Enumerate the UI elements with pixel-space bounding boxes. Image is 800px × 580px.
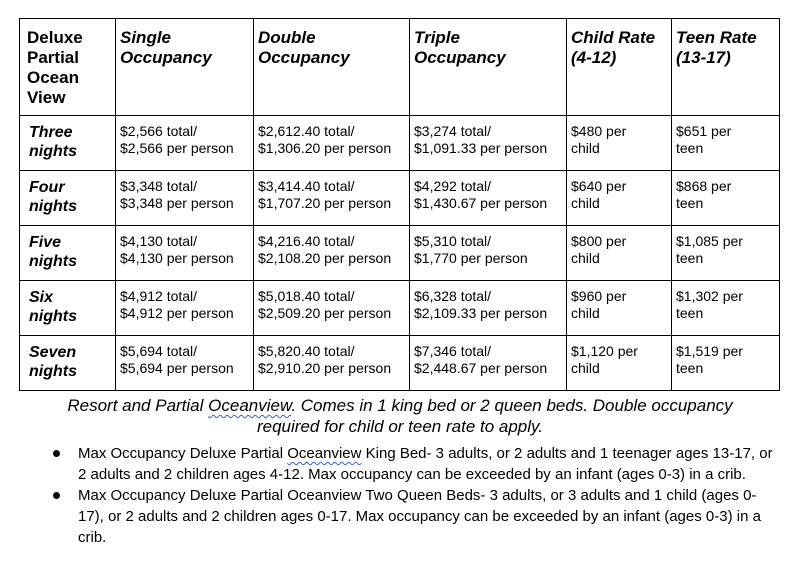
column-header-line: Occupancy [258, 48, 350, 67]
table-cell-line: $2,566 total/ [120, 123, 198, 139]
table-cell [116, 116, 254, 171]
bullet-dot-icon [53, 492, 60, 499]
table-cell-line: $7,346 total/ [414, 343, 492, 359]
table-cell [567, 281, 672, 336]
column-header-line: Single [120, 28, 172, 47]
table-cell-line: child [571, 360, 600, 376]
row-label-line: nights [29, 143, 77, 160]
table-cell-line: $960 per [571, 288, 627, 304]
table-cell [254, 226, 410, 281]
table-cell-line: $3,348 per person [120, 195, 234, 211]
table-cell [567, 336, 672, 391]
table-cell-line: $4,216.40 total/ [258, 233, 355, 249]
table-cell [410, 281, 567, 336]
table-cell-line: teen [676, 305, 704, 321]
table-cell-line: $640 per [571, 178, 627, 194]
table-cell-line: $2,910.20 per person [258, 360, 392, 376]
table-row [20, 116, 780, 171]
table-cell-line: $1,519 per [676, 343, 743, 359]
column-header-line: (13-17) [676, 48, 731, 67]
table-cell-line: $3,414.40 total/ [258, 178, 355, 194]
table-cell-line: $1,091.33 per person [414, 140, 548, 156]
table-cell-line: $1,707.20 per person [258, 195, 392, 211]
bullet-text: Max Occupancy Deluxe Partial Oceanview Two Queen Beds- 3 adults, or 3 adults and 1 child (ages 0-17), or 2 adults and 2 children ages 0-17. Max occupancy can be exceeded by an infant (ages 0-3) in a crib. [78, 487, 761, 546]
row-label [20, 171, 116, 226]
table-row [20, 226, 780, 281]
bullet-list [0, 443, 800, 548]
table-cell [567, 171, 672, 226]
row-label [20, 336, 116, 391]
table-cell-line: $1,085 per [676, 233, 743, 249]
header-row [20, 19, 780, 116]
table-cell-line: $651 per [676, 123, 732, 139]
table-cell-line: $1,306.20 per person [258, 140, 392, 156]
table-cell-line: $5,694 total/ [120, 343, 198, 359]
table-cell [672, 171, 780, 226]
bullet-dot-icon [53, 450, 60, 457]
table-cell [567, 226, 672, 281]
table-row [20, 336, 780, 391]
column-header-line: Occupancy [120, 48, 212, 67]
table-cell-line: $1,430.67 per person [414, 195, 548, 211]
column-header-line: Deluxe [27, 28, 83, 47]
column-header-line: Occupancy [414, 48, 506, 67]
table-cell-line: $2,566 per person [120, 140, 234, 156]
table-cell [116, 226, 254, 281]
row-label [20, 281, 116, 336]
table-cell [410, 116, 567, 171]
table-cell-line: $4,130 per person [120, 250, 234, 266]
row-label-line: nights [29, 363, 77, 380]
column-header-line: Double [258, 28, 316, 47]
table-cell-line: $3,348 total/ [120, 178, 198, 194]
bullet-underlined-word: Oceanview [287, 445, 362, 462]
bullet-text-after: King Bed- 3 adults, or 2 adults and 1 teenager ages 13-17, or 2 adults and 2 children ages 4-12. Max occupancy can be exceeded by an infant (ages 0-3) in a crib. [78, 445, 773, 483]
table-cell [254, 171, 410, 226]
rate-table [19, 18, 780, 391]
column-header [410, 19, 567, 116]
table-cell-line: $800 per [571, 233, 627, 249]
table-cell-line: $480 per [571, 123, 627, 139]
table-cell-line: teen [676, 250, 704, 266]
column-header [20, 19, 116, 116]
table-cell-line: $4,912 per person [120, 305, 234, 321]
table-cell [254, 116, 410, 171]
column-header [567, 19, 672, 116]
row-label-line: nights [29, 253, 77, 270]
table-cell-line: $4,912 total/ [120, 288, 198, 304]
table-cell-line: $6,328 total/ [414, 288, 492, 304]
table-cell-line: $5,694 per person [120, 360, 234, 376]
table-cell [410, 171, 567, 226]
column-header-line: Triple [414, 28, 460, 47]
row-label-line: nights [29, 308, 77, 325]
table-cell-line: child [571, 195, 600, 211]
column-header-line: Ocean [27, 68, 79, 87]
table-cell-line: $2,509.20 per person [258, 305, 392, 321]
caption-line-2: required for child or teen rate to apply. [256, 417, 543, 436]
table-cell-line: $4,130 total/ [120, 233, 198, 249]
caption-after: . Comes in 1 king bed or 2 queen beds. Double occupancy [291, 396, 733, 415]
table-cell [672, 336, 780, 391]
column-header-line: Partial [27, 48, 79, 67]
row-label-line: Five [29, 234, 62, 251]
table-cell [116, 171, 254, 226]
column-header [116, 19, 254, 116]
table-cell [116, 336, 254, 391]
table-cell-line: $868 per [676, 178, 732, 194]
table-cell-line: teen [676, 195, 704, 211]
column-header-line: View [27, 88, 66, 107]
caption [0, 395, 800, 437]
table-cell-line: child [571, 250, 600, 266]
column-header [254, 19, 410, 116]
column-header-line: (4-12) [571, 48, 617, 67]
table-cell [116, 281, 254, 336]
table-cell [410, 226, 567, 281]
bullet-item-king-bed [0, 443, 800, 485]
table-cell-line: child [571, 305, 600, 321]
row-label-line: nights [29, 198, 77, 215]
table-row [20, 171, 780, 226]
column-header-line: Teen Rate [676, 28, 757, 47]
caption-before: Resort and Partial [67, 396, 209, 415]
table-cell-line: $5,018.40 total/ [258, 288, 355, 304]
table-cell-line: $2,108.20 per person [258, 250, 392, 266]
table-cell-line: $5,310 total/ [414, 233, 492, 249]
bullet-text-before: Max Occupancy Deluxe Partial [78, 445, 288, 462]
table-cell [567, 116, 672, 171]
row-label-line: Four [29, 179, 65, 196]
table-cell [672, 226, 780, 281]
table-cell-line: $1,120 per [571, 343, 638, 359]
table-cell [672, 281, 780, 336]
row-label [20, 116, 116, 171]
table-cell-line: $5,820.40 total/ [258, 343, 355, 359]
bullet-item-two-queen-beds [0, 485, 800, 548]
table-cell-line: $2,109.33 per person [414, 305, 548, 321]
column-header [672, 19, 780, 116]
table-cell-line: $2,612.40 total/ [258, 123, 355, 139]
table-cell-line: child [571, 140, 600, 156]
table-cell [254, 281, 410, 336]
table-row [20, 281, 780, 336]
caption-underlined-word: Oceanview [208, 396, 292, 415]
table-cell-line: $4,292 total/ [414, 178, 492, 194]
table-cell-line: $1,302 per [676, 288, 743, 304]
table-cell-line: $1,770 per person [414, 250, 528, 266]
table-cell [410, 336, 567, 391]
table-cell-line: teen [676, 360, 704, 376]
table-cell-line: $2,448.67 per person [414, 360, 548, 376]
table-cell [254, 336, 410, 391]
row-label [20, 226, 116, 281]
table-cell-line: teen [676, 140, 704, 156]
row-label-line: Six [29, 289, 54, 306]
table-header [20, 19, 780, 116]
table-cell [672, 116, 780, 171]
row-label-line: Seven [29, 344, 77, 361]
table-body [20, 116, 780, 391]
row-label-line: Three [29, 124, 73, 141]
table-cell-line: $3,274 total/ [414, 123, 492, 139]
column-header-line: Child Rate [571, 28, 656, 47]
